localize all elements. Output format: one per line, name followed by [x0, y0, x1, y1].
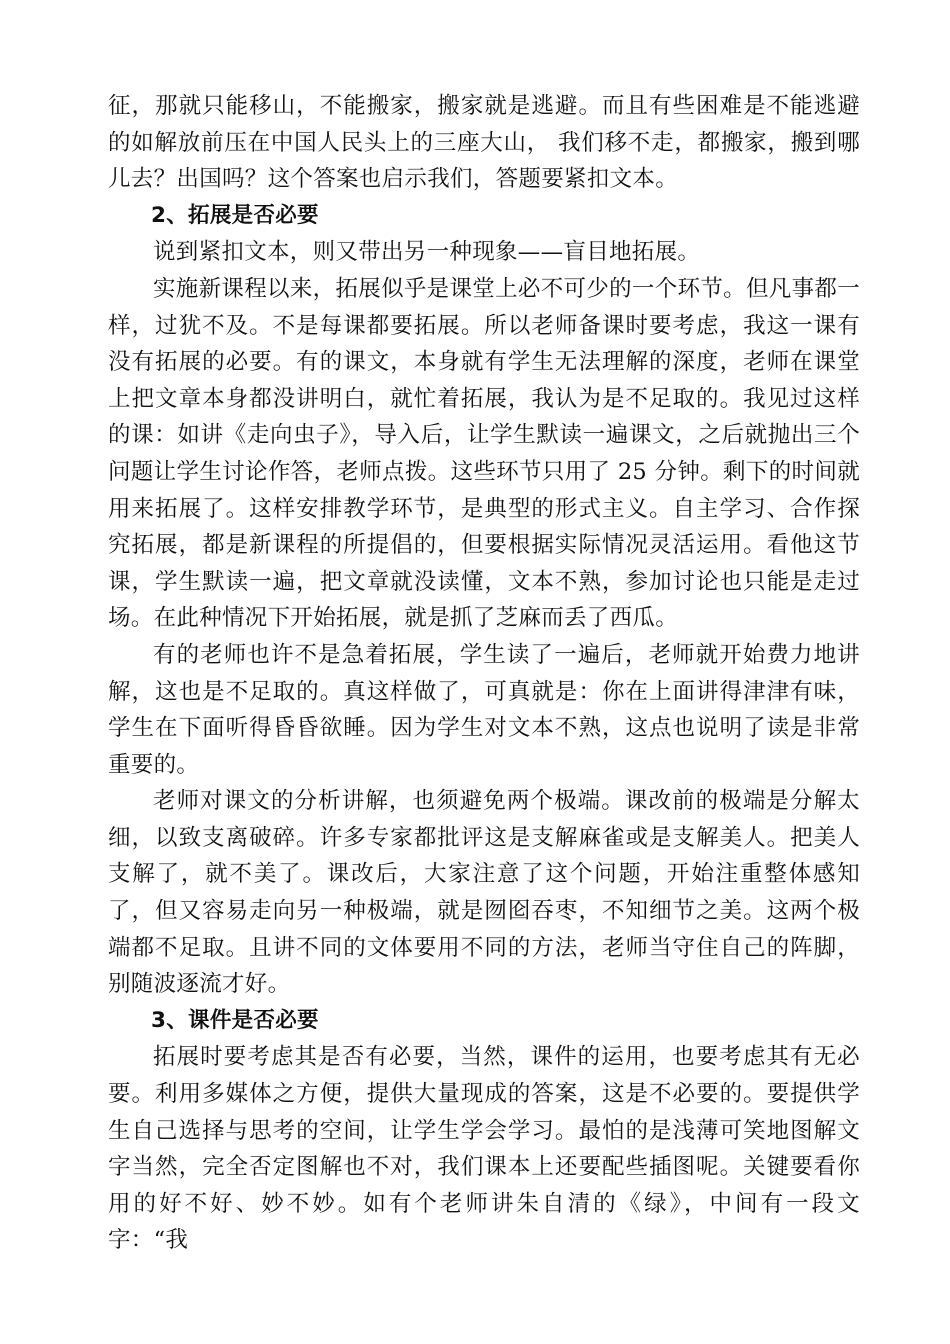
paragraph-3: 实施新课程以来，拓展似乎是课堂上必不可少的一个环节。但凡事都一样，过犹不及。不是每课都要拓展。所以老师备课时要考虑，我这一课有没有拓展的必要。有的课文，本身就有学生无法理解的深度，老师在课堂上把文章本身都没讲明白，就忙着拓展，我认为是不足取的。我见过这样的课：如讲《走向虫子》，导入后，让学生默读一遍课文，之后就抛出三个问题让学生讨论作答，老师点拨。这些环节只用了 25 分钟。剩下的时间就用来拓展了。这样安排教学环节，是典型的形式主义。自主学习、合作探究拓展，都是新课程的所提倡的，但要根据实际情况灵活运用。看他这节课，学生默读一遍，把文章就没读懂，文本不熟，参加讨论也只能是走过场。在此种情况下开始拓展，就是抓了芝麻而丢了西瓜。 [108, 275, 860, 632]
section-heading-3: 3、课件是否必要 [151, 1007, 319, 1033]
paragraph-2: 说到紧扣文本，则又带出另一种现象——盲目地拓展。 [153, 239, 701, 266]
paragraph-1: 征，那就只能移山，不能搬家，搬家就是逃避。而且有些困难是不能逃避的如解放前压在中国人民头上的三座大山， 我们移不走，都搬家，搬到哪儿去？出国吗？这个答案也启示我们，答题要紧扣文本。 [108, 93, 860, 193]
paragraph-5: 老师对课文的分析讲解，也须避免两个极端。课改前的极端是分解太细，以致支离破碎。许多专家都批评这是支解麻雀或是支解美人。把美人支解了，就不美了。课改后，大家注意了这个问题，开始注重整体感知了，但又容易走向另一种极端，就是囫囵吞枣，不知细节之美。这两个极端都不足取。且讲不同的文体要用不同的方法，老师当守住自己的阵脚，别随波逐流才好。 [108, 788, 860, 998]
paragraph-4: 有的老师也许不是急着拓展，学生读了一遍后，老师就开始费力地讲解，这也是不足取的。真这样做了，可真就是：你在上面讲得津津有味，学生在下面听得昏昏欲睡。因为学生对文本不熟，这点也说明了读是非常重要的。 [108, 641, 860, 778]
paragraph-6: 拓展时要考虑其是否有必要，当然，课件的运用，也要考虑其有无必要。利用多媒体之方便，提供大量现成的答案，这是不必要的。要提供学生自己选择与思考的空间，让学生学会学习。最怕的是浅薄可笑地图解文字当然，完全否定图解也不对，我们课本上还要配些插图呢。关键要看你用的好不好、妙不妙。如有个老师讲朱自清的《绿》，中间有一段文字：“我 [108, 1044, 860, 1254]
section-heading-2: 2、拓展是否必要 [151, 202, 319, 228]
document-page [108, 88, 860, 1259]
